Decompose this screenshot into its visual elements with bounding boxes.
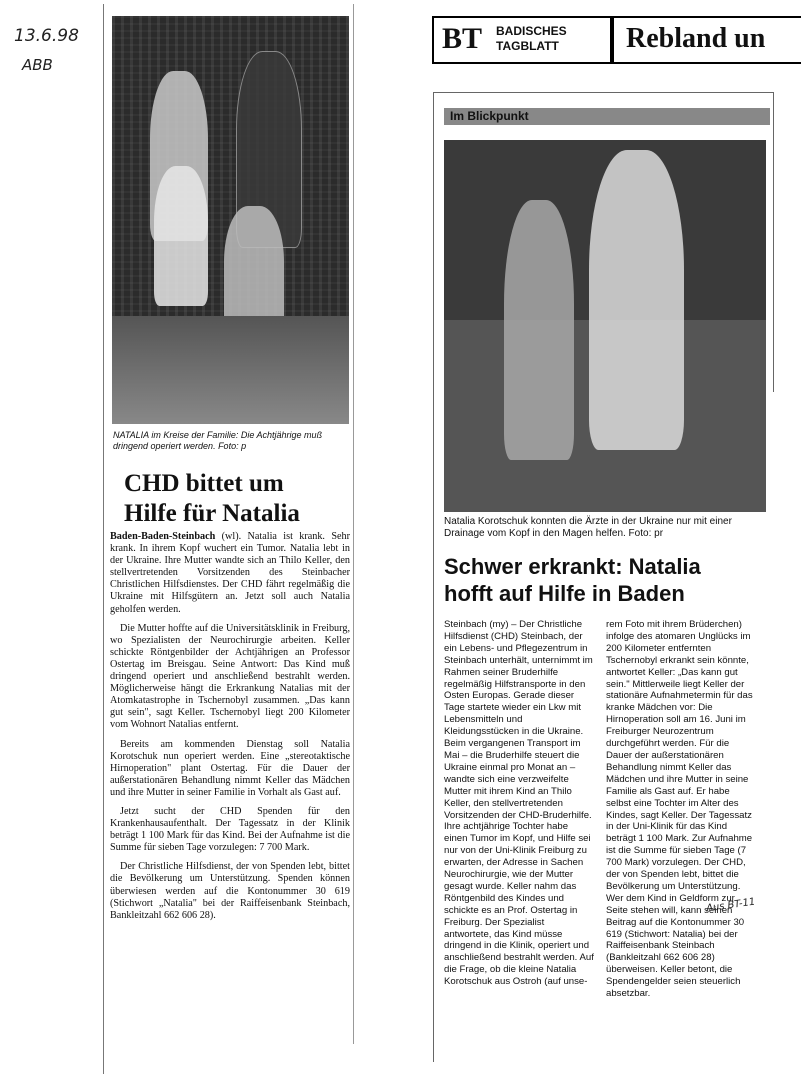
- kicker-bar: [444, 108, 770, 125]
- section-title: Rebland un: [626, 23, 766, 54]
- column-rule-middle: [353, 4, 354, 1044]
- masthead-box: [432, 16, 612, 64]
- left-paragraph-1: [110, 531, 350, 616]
- left-headline-line2: Hilfe für Natalia: [124, 500, 300, 527]
- figure-brother: [589, 150, 684, 450]
- masthead-name-line1: BADISCHES: [496, 24, 567, 38]
- masthead-logo: BT: [442, 22, 483, 55]
- frame-left: [433, 92, 434, 1062]
- handwritten-date: 13.6.98: [14, 26, 79, 46]
- right-headline-line1: Schwer erkrankt: Natalia: [444, 554, 701, 579]
- left-paragraph-4: Jetzt sucht der CHD Spenden für den Krankenhausaufenthalt. Der Tagessatz in der Klinik beträgt 1 100 Mark für das Kind. Bei der Aufnahme ist die Summe für sieben Tage vorzulegen: 7 700 Mark.: [110, 805, 350, 854]
- children-photo: [444, 140, 766, 512]
- left-paragraph-5: Der Christliche Hilfsdienst, der von Spenden lebt, bittet die Bevölkerung um Unterstützung. Spenden können überwiesen werden auf die Kontonummer 30 619 (Stichwort „Natalia" bei der Raiffeisenbank Steinbach, Bankleitzahl 662 606 28).: [110, 861, 350, 921]
- masthead-name-line2: TAGBLATT: [496, 39, 559, 53]
- right-headline-line2: hofft auf Hilfe in Baden: [444, 581, 685, 606]
- left-article-body: [110, 531, 350, 1061]
- masthead-name: [496, 24, 567, 54]
- figure-natalia: [504, 200, 574, 460]
- left-paragraph-2: Die Mutter hoffte auf die Universitätsklinik in Freiburg, wo Spezialisten der Neurochirurgie arbeiten. Keller schickte Röntgenbilder der Achtjährigen an Professor Ostertag im Breisgau. Seine Antwort: Das Kind muß dringend operiert und anschließend bestrahlt werden. Möglicherweise hängt die Erkrankung Natalias mit der Atomkatastrophe in Tschernobyl zusammen. „Das kann gut sein", sagt Keller. Tschernobyl liegt 200 Kilometer vom Wohnort Natalias entfernt.: [110, 622, 350, 731]
- right-article-col2: rem Foto mit ihrem Brüderchen) infolge des atomaren Unglücks im 200 Kilometer entfernten Tschernobyl erkrankt sein könnte, antwortet Keller: „Das kann gut sein." Mittlerweile liegt Keller der stationäre Aufnahmetermin für das kranke Mädchen vor: Die Hirnoperation soll am 16. Juni im Freiburger Neurozentrum durchgeführt werden. Für die Dauer der außerstationären Behandlung nimmt Keller das Mädchen und ihre Mutter in seine Familie als Gast auf. Er habe selbst eine Tochter im Alter des Kindes, sagt Keller. Der Tagessatz in der Uni-Klinik für das Kind beträgt 1 100 Mark. Zur Aufnahme ist die Summe für sieben Tage (7 700 Mark) vorzulegen. Der CHD, der von Spenden lebt, bittet die Bevölkerung um Unterstützung. Wer dem Kind in Geldform zur Seite stehen will, kann seinen Beitrag auf die Kontonummer 30 619 (Stichwort: Natalia) bei der Raiffeisenbank Steinbach (Bankleitzahl 662 606 28) überweisen. Keller betont, die Spendengelder seien steuerlich absetzbar.: [606, 619, 753, 1000]
- handwritten-note: Aus BT-11: [705, 896, 756, 915]
- author: (wl).: [221, 531, 242, 542]
- right-photo-caption: Natalia Korotschuk konnten die Ärzte in der Ukraine nur mit einer Drainage vom Kopf in den Magen helfen. Foto: pr: [444, 516, 732, 539]
- family-photo: [112, 16, 349, 424]
- left-photo-caption: NATALIA im Kreise der Familie: Die Achtjährige muß dringend operiert werden. Foto: p: [113, 430, 323, 451]
- left-paragraph-1-text: Natalia ist krank. Sehr krank. In ihrem Kopf wuchert ein Tumor. Natalia lebt in der Ukraine. Ihre Mutter wandte sich an Thilo Keller, den stellvertretenden Vorsitzenden des Steinbacher Christlichen Hilfsdienstes. Der CHD fährt regelmäßig die Ukraine mit Hilfsgütern an. Jetzt soll auch Natalia geholfen werden.: [110, 531, 350, 615]
- left-headline-line1: CHD bittet um: [124, 470, 284, 497]
- column-rule-left: [103, 4, 104, 1074]
- figure-girl: [154, 166, 208, 306]
- path-ground: [112, 316, 349, 424]
- frame-top: [433, 92, 773, 93]
- handwritten-initials: ABB: [22, 56, 53, 74]
- dateline: Baden-Baden-Steinbach: [110, 531, 216, 542]
- left-paragraph-3: Bereits am kommenden Dienstag soll Natalia Korotschuk nun operiert werden. Eine „stereotaktische Hirnoperation" plant Ostertag. Für die Dauer der außerstationären Behandlung nimmt Keller das Mädchen und ihre Mutter in seiner Familie in Vorhalt als Gast auf.: [110, 738, 350, 798]
- kicker-label: Im Blickpunkt: [450, 109, 529, 123]
- frame-right: [773, 92, 774, 392]
- right-article-col1: Steinbach (my) – Der Christliche Hilfsdienst (CHD) Steinbach, der ein Lebens- und Pflegezentrum in Steinbach unterhält, unternimmt im Rahmen seiner Bruderhilfe regelmäßig Hilfstransporte in den Osten Europas. Gerade dieser Tage startete wieder ein Lkw mit Lebensmitteln und Kleidungsstücken in die Ukraine. Beim vergangenen Transport im Mai – die Bruderhilfe steuert die Ukraine einmal pro Monat an – wandte sich eine verzweifelte Mutter mit ihrem Kind an Thilo Keller, den stellvertretenden Vorsitzenden der CHD-Bruderhilfe. Ihre achtjährige Tochter habe einen Tumor im Kopf, und Hilfe sei nur von der Uni-Klinik Freiburg zu erwarten, der Adresse in Sachen Neurochirurgie, wie der Mutter gesagt wurde. Keller nahm das Röntgenbild des Kindes und schickte es an Prof. Ostertag in Freiburg. Der Spezialist antwortete, das Kind müsse dringend in die Klinik, operiert und anschließend bestrahlt werden. Auf die Frage, ob die kleine Natalia Korotschuk aus Ostroh (auf unse-: [444, 619, 594, 988]
- section-box: [612, 16, 801, 64]
